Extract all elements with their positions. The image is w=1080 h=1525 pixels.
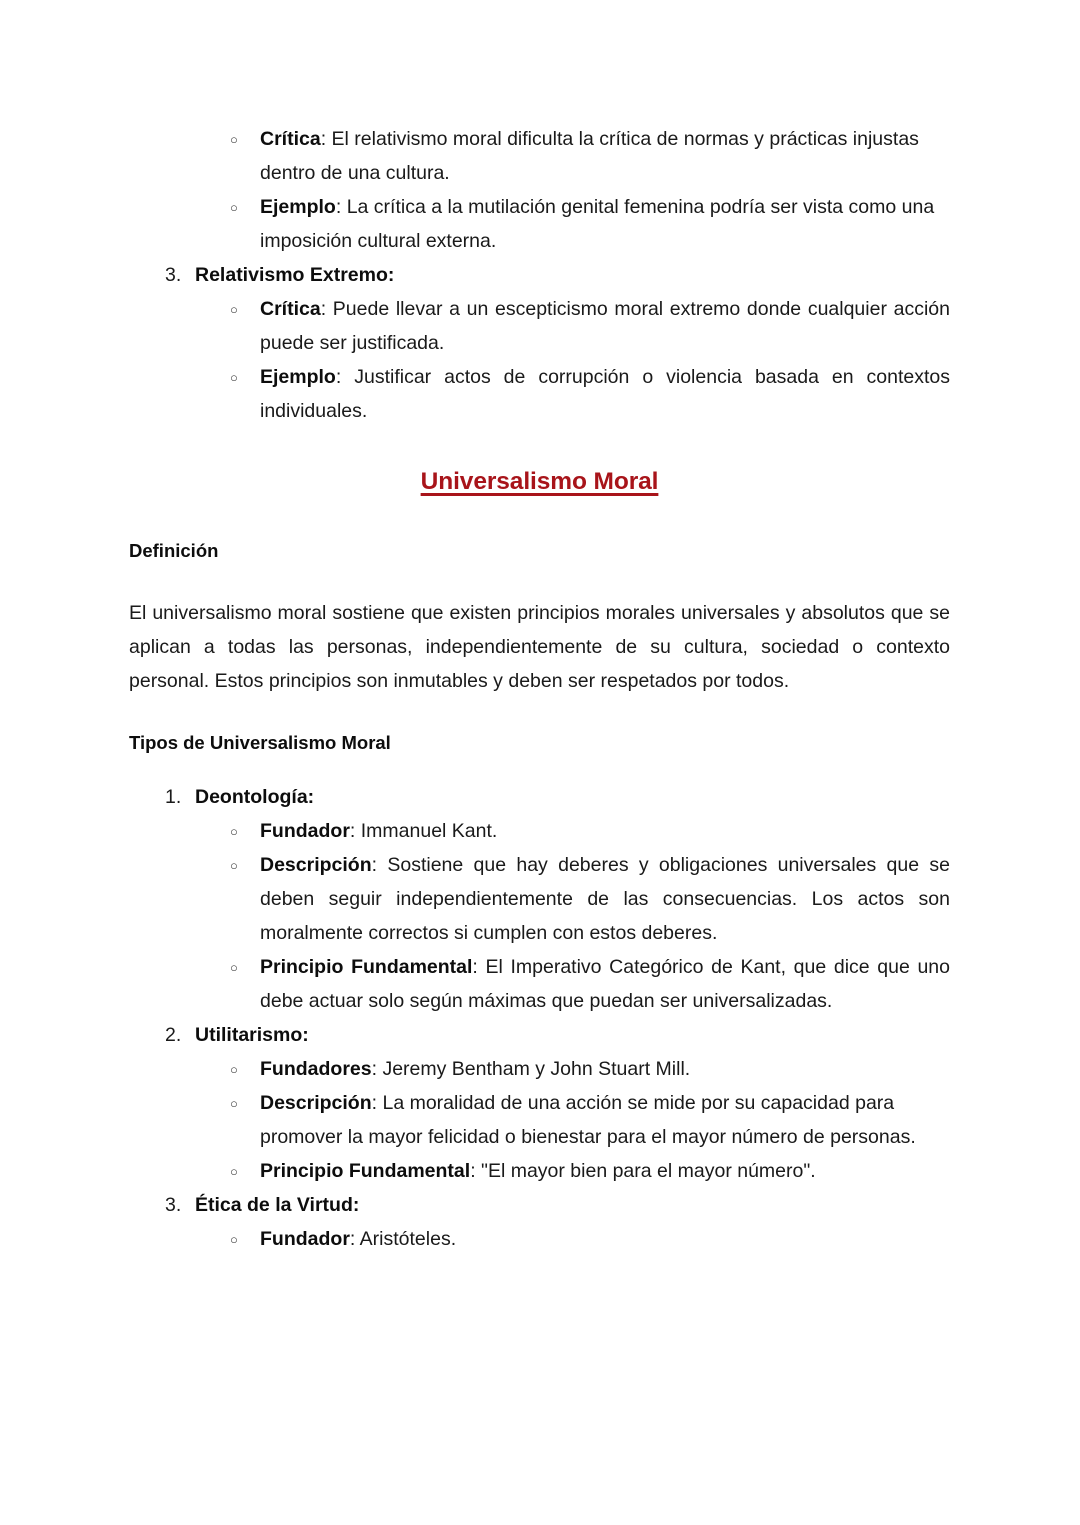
circle-bullet-icon: ○ — [230, 1096, 238, 1111]
numbered-item-separator: : — [302, 1024, 309, 1046]
list-item-separator: : — [349, 820, 361, 842]
list-item-label: Crítica — [260, 128, 321, 150]
list-item-text — [260, 292, 950, 360]
numbered-list-item — [129, 1188, 950, 1222]
list-item-body: "El mayor bien para el mayor número". — [481, 1160, 816, 1182]
list-item-body: La moralidad de una acción se mide por su capacidad para promover la mayor felicidad o bienestar para el mayor número de personas. — [260, 1092, 916, 1148]
numbered-item-text — [195, 258, 950, 292]
list-item-separator: : — [335, 366, 355, 388]
circle-bullet-icon: ○ — [230, 302, 238, 317]
list-item-separator: : — [371, 854, 388, 876]
list-item — [194, 814, 950, 848]
definicion-paragraph: El universalismo moral sostiene que existen principios morales universales y absolutos que se aplican a todas las personas, independientemente de su cultura, sociedad o contexto personal. Estos principios son inmutables y deben ser respetados por todos. — [129, 602, 950, 692]
list-item — [194, 360, 950, 428]
list-item-label: Crítica — [260, 298, 321, 320]
list-item-label: Ejemplo — [260, 366, 336, 388]
list-item-body: Immanuel Kant. — [360, 820, 498, 842]
numbered-item-title: Relativismo Extremo — [195, 264, 388, 286]
list-item-separator: : — [371, 1092, 383, 1114]
list-item-text — [260, 814, 950, 848]
numbered-item-text — [195, 1188, 950, 1222]
list-number-marker: 3. — [165, 1194, 182, 1216]
deontologia-subitems — [129, 814, 950, 1018]
list-item-label: Fundador — [260, 1228, 350, 1250]
list-item — [194, 1154, 950, 1188]
relativismo-orphan-subitems — [129, 122, 950, 258]
spacer — [129, 758, 950, 780]
spacer — [129, 566, 950, 596]
list-item — [194, 1086, 950, 1154]
circle-bullet-icon: ○ — [230, 1232, 238, 1247]
list-item-body: Jeremy Bentham y John Stuart Mill. — [382, 1058, 691, 1080]
circle-bullet-icon: ○ — [230, 132, 238, 147]
list-item-text — [260, 1086, 950, 1154]
list-number-marker: 2. — [165, 1024, 182, 1046]
etica-virtud-subitems — [129, 1222, 950, 1256]
page-content — [129, 122, 950, 1256]
circle-bullet-icon: ○ — [230, 1062, 238, 1077]
list-number-marker: 1. — [165, 786, 182, 808]
list-item-text — [260, 1222, 950, 1256]
circle-bullet-icon: ○ — [230, 200, 238, 215]
list-item-label: Principio Fundamental — [260, 956, 473, 978]
list-item-separator: : — [320, 128, 332, 150]
list-item — [194, 1222, 950, 1256]
relativismo-extremo-list — [129, 258, 950, 292]
numbered-item-title: Utilitarismo — [195, 1024, 303, 1046]
numbered-item-title: Deontología — [195, 786, 308, 808]
list-item-text — [260, 122, 950, 190]
list-item-body: La crítica a la mutilación genital femenina podría ser vista como una imposición cultural externa. — [260, 196, 935, 252]
circle-bullet-icon: ○ — [230, 370, 238, 385]
list-item-text — [260, 190, 950, 258]
numbered-item-title: Ética de la Virtud — [195, 1194, 353, 1216]
list-item-text — [260, 950, 950, 1018]
numbered-item-separator: : — [352, 1194, 360, 1216]
list-item-separator: : — [335, 196, 347, 218]
numbered-item-separator: : — [307, 786, 315, 808]
list-item-body: El Imperativo Categórico de Kant, que dice que uno debe actuar solo según máximas que puedan ser universalizadas. — [260, 956, 950, 1012]
list-item-separator: : — [349, 1228, 360, 1250]
list-item-body: Puede llevar a un escepticismo moral extremo donde cualquier acción puede ser justificada. — [260, 298, 950, 354]
circle-bullet-icon: ○ — [230, 1164, 238, 1179]
numbered-item-separator: : — [387, 264, 395, 286]
spacer — [129, 698, 950, 728]
list-item-label: Descripción — [260, 854, 372, 876]
numbered-list-item — [129, 1018, 950, 1052]
list-item-label: Descripción — [260, 1092, 372, 1114]
circle-bullet-icon: ○ — [230, 824, 238, 839]
list-item-body: Sostiene que hay deberes y obligaciones universales que se deben seguir independientemente de las consecuencias. Los actos son moralmente correctos si cumplen con estos deberes. — [260, 854, 950, 944]
tipos-list-item-3 — [129, 1188, 950, 1222]
circle-bullet-icon: ○ — [230, 858, 238, 873]
list-item-text — [260, 1052, 950, 1086]
numbered-item-text — [195, 1018, 950, 1052]
spacer — [129, 499, 950, 536]
list-item-text — [260, 1154, 950, 1188]
section-heading-tipos: Tipos de Universalismo Moral — [129, 732, 391, 753]
list-item — [194, 122, 950, 190]
list-item-body: Justificar actos de corrupción o violencia basada en contextos individuales. — [260, 366, 950, 422]
list-item-label: Fundador — [260, 820, 350, 842]
tipos-list-item-2 — [129, 1018, 950, 1052]
page-title: Universalismo Moral — [420, 468, 659, 495]
spacer — [129, 428, 950, 465]
utilitarismo-subitems — [129, 1052, 950, 1188]
list-item-separator: : — [320, 298, 333, 320]
numbered-list-item — [129, 258, 950, 292]
list-item-separator: : — [371, 1058, 383, 1080]
list-item-separator: : — [472, 956, 486, 978]
list-item-text — [260, 360, 950, 428]
numbered-list-item — [129, 780, 950, 814]
list-item-body: El relativismo moral dificulta la crítica de normas y prácticas injustas dentro de una cultura. — [260, 128, 919, 184]
section-heading-definicion: Definición — [129, 540, 219, 561]
list-item — [194, 848, 950, 950]
list-item — [194, 292, 950, 360]
list-item-body: Aristóteles. — [359, 1228, 457, 1250]
list-item — [194, 1052, 950, 1086]
list-item-label: Principio Fundamental — [260, 1160, 471, 1182]
list-item-label: Fundadores — [260, 1058, 372, 1080]
tipos-list-item-1 — [129, 780, 950, 814]
list-item — [194, 190, 950, 258]
list-item-separator: : — [470, 1160, 482, 1182]
numbered-item-text — [195, 780, 950, 814]
circle-bullet-icon: ○ — [230, 960, 238, 975]
list-item — [194, 950, 950, 1018]
relativismo-extremo-subitems — [129, 292, 950, 428]
list-number-marker: 3. — [165, 264, 182, 286]
list-item-text — [260, 848, 950, 950]
list-item-label: Ejemplo — [260, 196, 336, 218]
